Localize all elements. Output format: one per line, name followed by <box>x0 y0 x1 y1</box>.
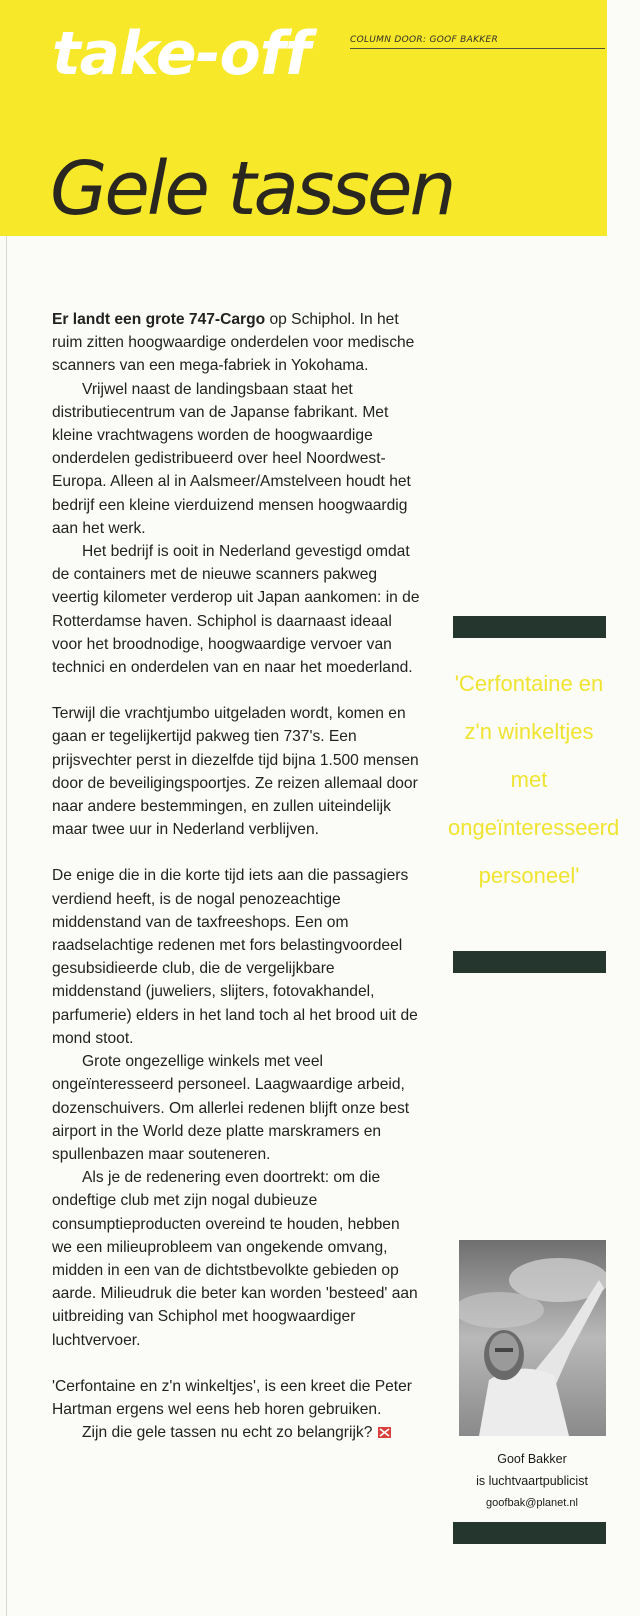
author-role: is luchtvaartpublicist <box>476 1474 588 1488</box>
caption-bottom-bar <box>453 1522 606 1544</box>
page-margin-line <box>6 236 7 1616</box>
lead-bold: Er landt een grote 747-Cargo <box>52 311 266 328</box>
paragraph-7: Als je de redenering even doortrekt: om die ondeftige club met zijn nogal dubieuze consumptieproducten overeind te houden, hebben we een milieuprobleem van ongekende omvang, midden in een van de dichtstbevolkte gebieden op aarde. Milieudruk die beter kan worden 'besteed' aan uitbreiding van Schiphol met hoogwaardiger luchtvervoer. <box>52 1169 418 1349</box>
pullquote-bottom-bar <box>453 951 606 973</box>
article-body <box>52 308 420 1444</box>
closing-question: Zijn die gele tassen nu echt zo belangrijk? <box>82 1424 373 1442</box>
column-byline: COLUMN DOOR: GOOF BAKKER <box>350 35 605 49</box>
pull-quote: 'Cerfontaine en z'n winkeltjes met ongeïnteresseerd personeel' <box>448 671 620 888</box>
paragraph-1 <box>52 308 420 378</box>
author-photo-image <box>459 1240 606 1436</box>
paragraph-2: Vrijwel naast de landingsbaan staat het distributiecentrum van de Japanse fabrikant. Met kleine vrachtwagens worden de hoogwaardige onderdelen gedistribueerd over heel Noordwest-Europa. Alleen al in Aalsmeer/Amstelveen houdt het bedrijf een kleine vierduizend mensen hoogwaardig aan het werk. <box>52 380 411 537</box>
paragraph-9 <box>52 1421 420 1444</box>
section-title: take-off <box>52 19 310 89</box>
paragraph-5: De enige die in die korte tijd iets aan die passagiers verdiend heeft, is de nogal penozeachtige middenstand van de taxfreeshops. Een om raadselachtige redenen met fors belastingvoordeel gesubsidieerde club, die de vergelijkbare middenstand (juweliers, slijters, fotovakhandel, parfumerie) elders in het land toch al het brood uit de mond stoot. <box>52 867 418 1047</box>
paragraph-8: 'Cerfontaine en z'n winkeltjes', is een kreet die Peter Hartman ergens wel eens heb horen gebruiken. <box>52 1377 412 1418</box>
author-email: goofbak@planet.nl <box>486 1497 578 1509</box>
author-caption <box>452 1448 612 1514</box>
lead-rest: op Schiphol. In het ruim zitten hoogwaardige onderdelen voor medische scanners van een mega-fabriek in Yokohama. <box>52 311 415 375</box>
author-name: Goof Bakker <box>497 1452 567 1466</box>
paragraph-3: Het bedrijf is ooit in Nederland gevestigd omdat de containers met de nieuwe scanners pakweg veertig kilometer verderop uit Japan aankomen: in de Rotterdamse haven. Schiphol is daarnaast ideaal voor het broodnodige, hoogwaardige vervoer van technici en onderdelen van en naar het moederland. <box>52 543 420 677</box>
paragraph-4: Terwijl die vrachtjumbo uitgeladen wordt, komen en gaan er tegelijkertijd pakweg tien 737's. Een prijsvechter perst in diezelfde tijd bijna 1.500 mensen door de beveiligingspoortjes. Ze reizen allemaal door naar andere bestemmingen, en zullen uiteindelijk maar twee uur in Nederland verblijven. <box>52 705 419 839</box>
paragraph-6: Grote ongezellige winkels met veel ongeïnteresseerd personeel. Laagwaardige arbeid, dozenschuivers. Om allerlei redenen blijft onze best airport in the World deze platte marskramers en spullenbazen maar souteneren. <box>52 1053 410 1163</box>
author-photo <box>459 1240 606 1436</box>
end-mark-icon <box>378 1427 391 1438</box>
article-headline: Gele tassen <box>50 146 454 232</box>
pullquote-top-bar <box>453 616 606 638</box>
